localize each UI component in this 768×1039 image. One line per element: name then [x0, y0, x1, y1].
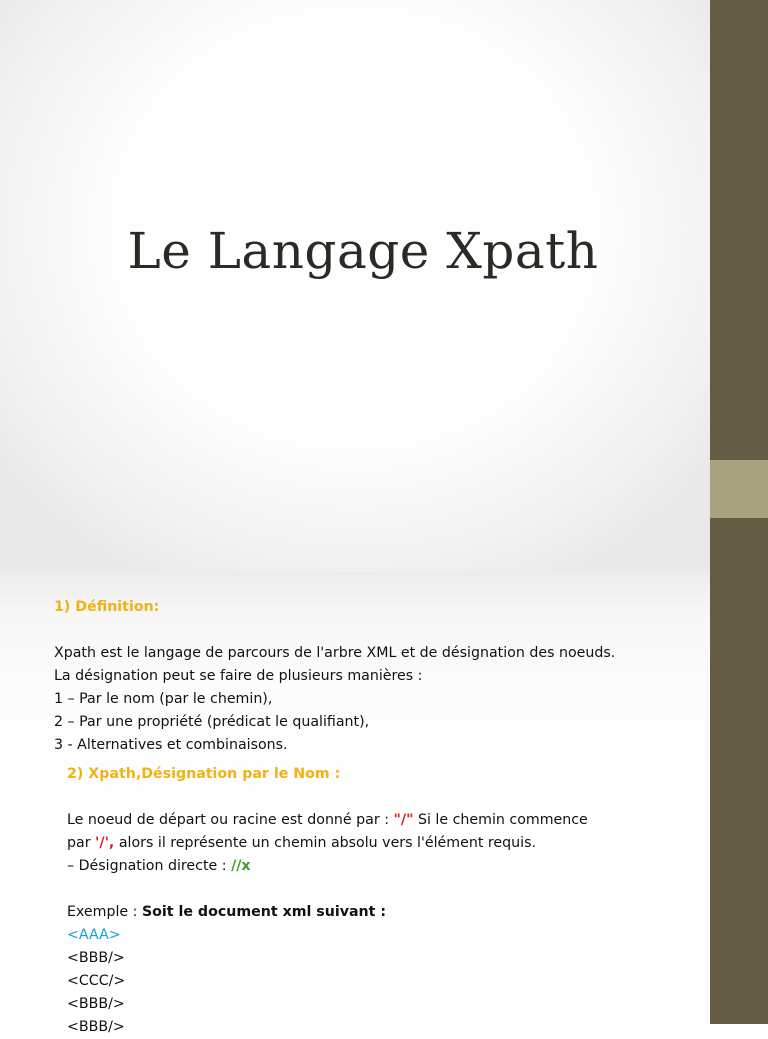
- example-text: Soit le document xml suivant :: [141, 904, 387, 920]
- slide-title: Le Langage Xpath: [127, 222, 599, 280]
- direct-designation-code: //x: [231, 858, 251, 874]
- definition-line-4: 2 – Par une propriété (prédicat le qualifiant),: [54, 714, 370, 730]
- example-label: Exemple :: [67, 904, 142, 920]
- definition-line-1: Xpath est le langage de parcours de l'arbre XML et de désignation des noeuds.: [54, 645, 616, 661]
- xml-root-tag: <AAA>: [67, 927, 121, 943]
- definition-line-2: La désignation peut se faire de plusieurs manières :: [54, 668, 423, 684]
- direct-designation-prefix: – Désignation directe :: [67, 858, 232, 874]
- root-description-line: [67, 809, 588, 832]
- root-description-suffix: Si le chemin commence: [413, 812, 588, 828]
- xml-line-2: <CCC/>: [67, 973, 126, 989]
- sidebar-accent-block: [710, 460, 768, 518]
- root-symbol: "/": [393, 812, 414, 828]
- absolute-path-line: [67, 832, 588, 855]
- example-line: [67, 901, 588, 924]
- definition-line-3: 1 – Par le nom (par le chemin),: [54, 691, 273, 707]
- xml-line-1: <BBB/>: [67, 950, 125, 966]
- designation-section: [67, 763, 588, 1039]
- absolute-path-suffix: alors il représente un chemin absolu vers l'élément requis.: [114, 835, 536, 851]
- definition-section: [54, 596, 615, 757]
- definition-line-5: 3 - Alternatives et combinaisons.: [54, 737, 288, 753]
- xml-line-3: <BBB/>: [67, 996, 125, 1012]
- absolute-path-symbol: '/',: [95, 835, 115, 851]
- definition-heading: 1) Définition:: [54, 599, 160, 615]
- direct-designation-line: [67, 855, 588, 878]
- designation-heading: 2) Xpath,Désignation par le Nom :: [67, 766, 341, 782]
- absolute-path-prefix: par: [67, 835, 96, 851]
- root-description-prefix: Le noeud de départ ou racine est donné par :: [67, 812, 394, 828]
- xml-line-4: <BBB/>: [67, 1019, 125, 1035]
